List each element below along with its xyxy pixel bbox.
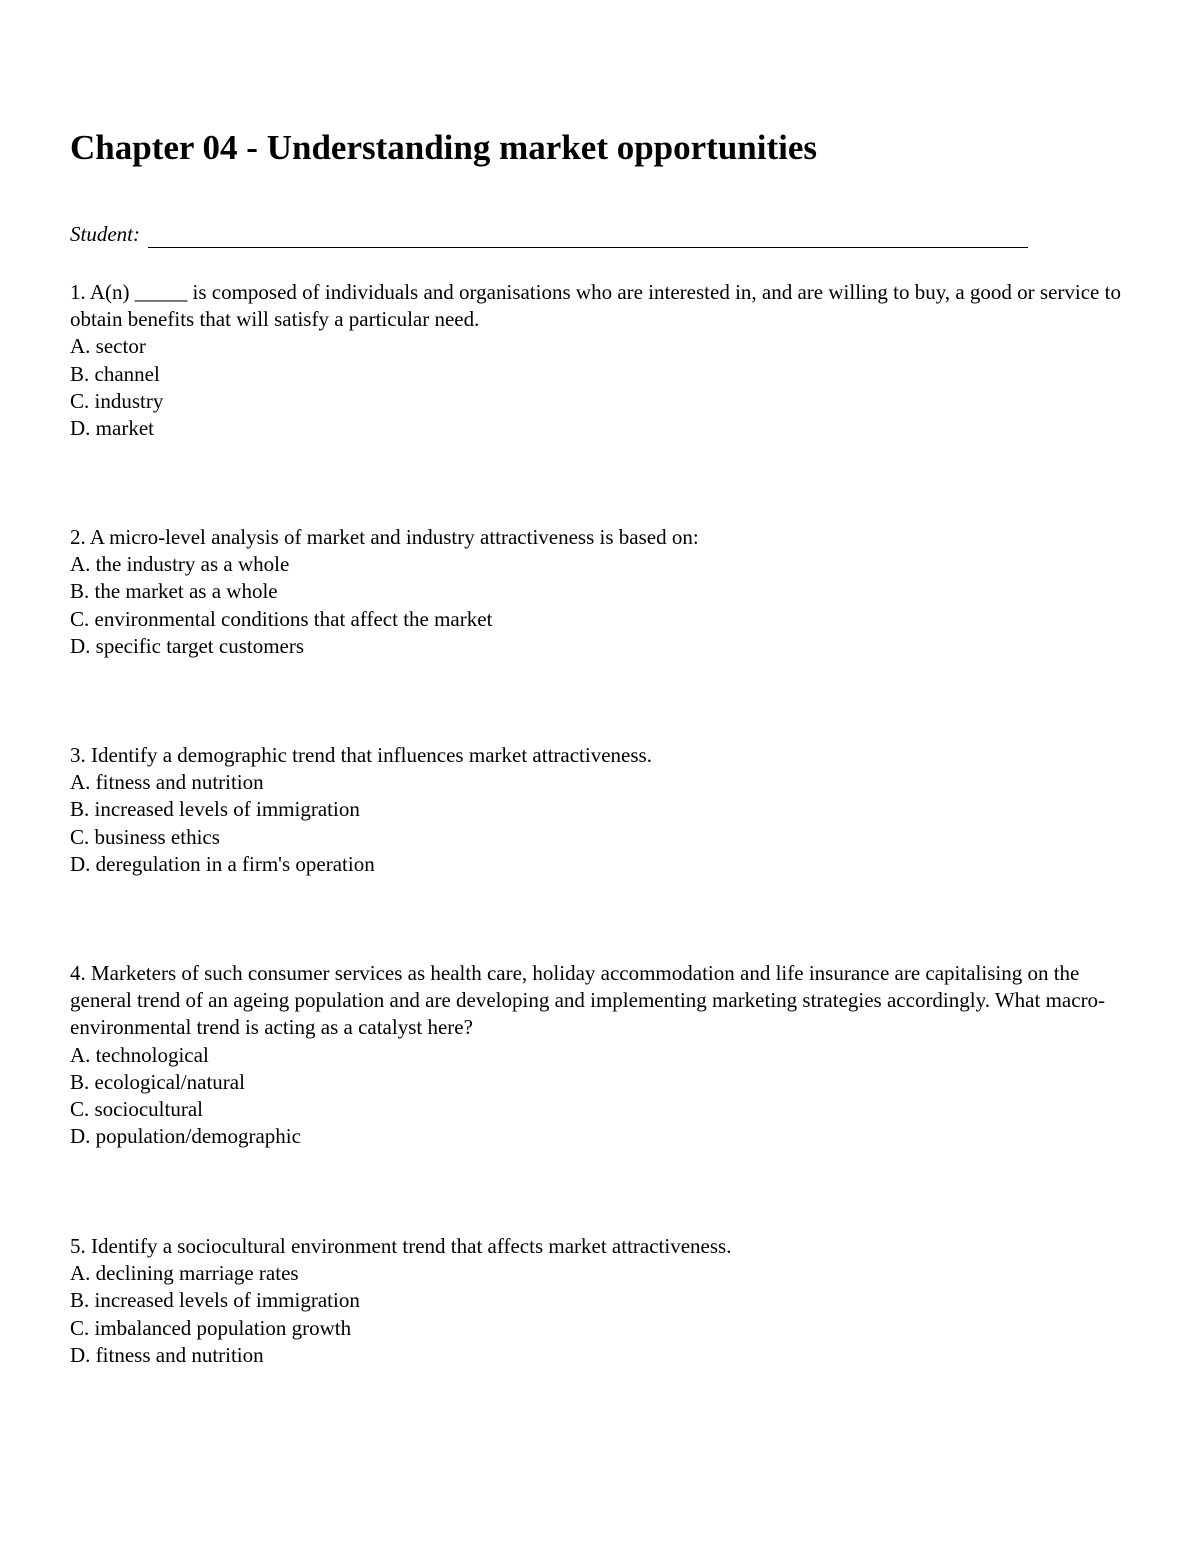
question-text: 1. A(n) _____ is composed of individuals and organisations who are interested in, and are willing to buy, a good or service to obtain benefits that will satisfy a particular need. [70,280,1121,332]
question-2 [70,524,1140,660]
answer-options [70,333,1140,442]
option-b: B. ecological/natural [70,1069,245,1094]
question-text: 3. Identify a demographic trend that influences market attractiveness. [70,743,652,767]
option-a: A. sector [70,334,146,359]
option-a: A. fitness and nutrition [70,770,264,795]
answer-options [70,1260,1140,1369]
option-b: B. the market as a whole [70,579,278,604]
option-b: B. channel [70,361,160,386]
option-d: D. deregulation in a firm's operation [70,851,375,876]
question-text: 5. Identify a sociocultural environment trend that affects market attractiveness. [70,1234,732,1258]
answer-options [70,769,1140,878]
option-c: C. imbalanced population growth [70,1315,352,1340]
answer-options [70,551,1140,660]
question-3 [70,742,1140,878]
option-a: A. the industry as a whole [70,552,290,577]
option-c: C. industry [70,388,164,413]
option-c: C. sociocultural [70,1097,203,1122]
question-5 [70,1233,1140,1369]
question-4 [70,960,1140,1150]
option-d: D. fitness and nutrition [70,1342,264,1367]
option-c: C. environmental conditions that affect the market [70,606,493,631]
option-b: B. increased levels of immigration [70,1288,360,1313]
answer-options [70,1042,1140,1151]
page-title: Chapter 04 - Understanding market opportunities [70,128,818,167]
option-d: D. market [70,416,154,441]
question-text: 2. A micro-level analysis of market and industry attractiveness is based on: [70,525,699,549]
student-field [70,220,1028,248]
question-1 [70,279,1140,442]
student-label: Student: [70,222,140,246]
question-text: 4. Marketers of such consumer services as health care, holiday accommodation and life insurance are capitalising on the general trend of an ageing population and are developing and implementing marketing strategies accordingly. What macro-environmental trend is acting as a catalyst here? [70,961,1106,1040]
option-d: D. specific target customers [70,633,305,658]
option-b: B. increased levels of immigration [70,797,360,822]
option-a: A. declining marriage rates [70,1261,299,1286]
student-name-line[interactable] [148,225,1028,248]
option-a: A. technological [70,1042,209,1067]
option-d: D. population/demographic [70,1124,301,1149]
option-c: C. business ethics [70,824,220,849]
